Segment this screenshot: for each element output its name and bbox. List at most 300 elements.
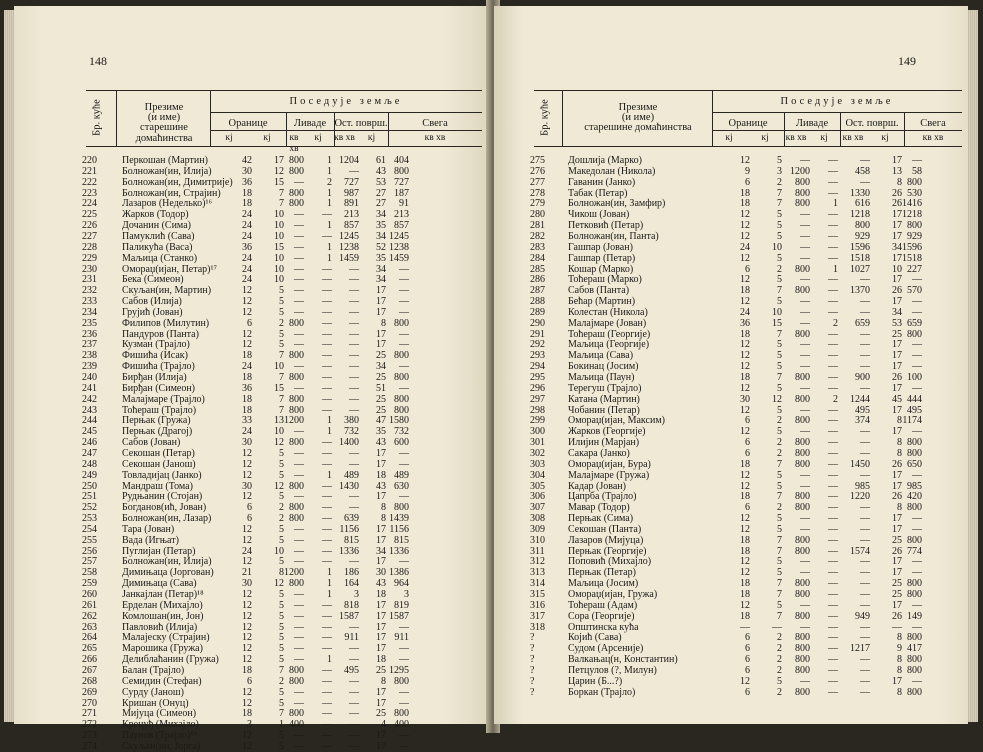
arable-kvhv-cell: 800 (289, 350, 304, 362)
total-kvhv-cell: 1386 (389, 567, 409, 579)
arable-kvhv-cell: — (294, 545, 304, 557)
meadow-kj-cell: 1 (327, 241, 332, 253)
arable-kj2-cell: 5 (279, 296, 284, 308)
householder-name: Перњак (Драгој) (122, 426, 193, 438)
unit-label: кв хв (289, 133, 299, 154)
table-row (494, 589, 972, 600)
house-number: 287 (530, 285, 545, 297)
householder-name: Кошар (Марко) (568, 263, 634, 275)
arable-kj2-cell: 2 (777, 654, 782, 666)
house-number: 294 (530, 361, 545, 373)
meadow-kvhv-cell: — (860, 502, 870, 514)
total-kvhv-cell: 800 (394, 350, 409, 362)
arable-kvhv-cell: 800 (289, 187, 304, 199)
total-kj-cell: 17 (376, 458, 386, 470)
householder-name: Богданов(ић, Јован) (122, 502, 207, 514)
meadow-kvhv-cell: — (860, 426, 870, 438)
arable-kj-cell: 12 (242, 328, 252, 340)
arable-kj2-cell: 7 (777, 285, 782, 297)
meadow-kvhv-cell: 1238 (339, 241, 359, 253)
householder-name: Перњак (Петар) (568, 567, 636, 579)
meadow-kj-cell: 1 (327, 654, 332, 666)
arable-kj2-cell: 12 (274, 437, 284, 449)
arable-kj-cell: 6 (247, 513, 252, 525)
householder-name: Валкањац(н, Константин) (568, 654, 678, 666)
total-kj-cell: 17 (376, 491, 386, 503)
meadow-kvhv-cell: 1156 (339, 523, 359, 535)
table-row (14, 622, 492, 633)
meadow-kvhv-cell: — (349, 458, 359, 470)
meadow-kvhv-cell: — (349, 643, 359, 655)
table-row (14, 730, 492, 741)
total-kvhv-cell: — (399, 621, 409, 633)
meadow-kvhv-cell: — (349, 361, 359, 373)
meadow-kj-cell: 1 (327, 578, 332, 590)
total-kj-cell: 17 (892, 523, 902, 535)
arable-kj2-cell: 2 (279, 317, 284, 329)
householder-name: Балан (Трајло) (122, 664, 185, 676)
meadow-kvhv-cell: — (349, 491, 359, 503)
left-page (14, 6, 492, 752)
householder-name: Бирђан (Илија) (122, 372, 187, 383)
total-kj-cell: 53 (892, 317, 902, 329)
arable-kj2-cell: 13 (274, 415, 284, 427)
meadow-kvhv-cell: 900 (855, 372, 870, 383)
table-row (494, 188, 972, 199)
arable-kj2-cell: 3 (777, 165, 782, 177)
total-kvhv-cell: — (399, 361, 409, 373)
name-header-line: (и име) (621, 112, 655, 123)
arable-kj2-cell: 5 (279, 654, 284, 666)
householder-name: Кадар (Јован) (568, 480, 626, 492)
arable-kj2-cell: 5 (279, 328, 284, 340)
table-row (14, 632, 492, 643)
total-kj-cell: 25 (376, 372, 386, 383)
meadow-kvhv-cell: 1518 (850, 252, 870, 264)
arable-kvhv-cell: — (800, 252, 810, 264)
total-kvhv-cell: 1596 (902, 241, 922, 253)
householder-name: Којић (Сава) (568, 632, 622, 644)
arable-kj-cell: 12 (740, 599, 750, 611)
total-kj-cell: 17 (892, 567, 902, 579)
arable-kj2-cell: 7 (777, 578, 782, 590)
arable-kj-cell: 18 (740, 285, 750, 297)
house-number: 284 (530, 252, 545, 264)
total-kj-cell: 4 (381, 719, 386, 731)
meadow-kj-cell: — (828, 632, 838, 644)
house-number: 250 (82, 480, 97, 492)
householder-name: Фишића (Трајло) (122, 361, 195, 373)
meadow-kj-cell: — (322, 719, 332, 731)
householder-name: Општинска кућа (568, 621, 639, 633)
table-row (14, 264, 492, 275)
arable-kvhv-cell: — (294, 469, 304, 481)
meadow-kvhv-cell: 1218 (850, 209, 870, 221)
arable-kj-cell: 12 (740, 567, 750, 579)
arable-kj2-cell: 2 (279, 675, 284, 687)
householder-name: Тоћераш (Адам) (568, 599, 638, 611)
table-row (14, 329, 492, 340)
arable-kj-cell: 12 (242, 740, 252, 752)
meadow-kj-cell: — (828, 176, 838, 188)
meadow-kvhv-cell: 1336 (339, 545, 359, 557)
meadow-kj-cell: — (322, 730, 332, 742)
unit-label: кј (725, 133, 733, 143)
house-number: 275 (530, 155, 545, 166)
unit-label: кв хв (842, 133, 864, 143)
table-row (494, 242, 972, 253)
arable-kj2-cell: 5 (279, 469, 284, 481)
total-kvhv-cell: 570 (907, 285, 922, 297)
house-number: 252 (82, 502, 97, 514)
arable-kj2-cell: 5 (777, 513, 782, 525)
arable-kj-cell: 6 (247, 317, 252, 329)
arable-kj2-cell: 7 (777, 610, 782, 622)
table-row (14, 188, 492, 199)
householder-name: Памуклић (Сава) (122, 230, 195, 242)
house-number: 272 (82, 719, 97, 731)
meadow-kj-cell: — (322, 263, 332, 275)
total-kj-cell: 43 (376, 480, 386, 492)
householder-name: Ерделан (Михајло) (122, 599, 203, 611)
meadows-header: Ливаде (293, 118, 327, 129)
total-kvhv-cell: 420 (907, 491, 922, 503)
arable-kj-cell: 12 (242, 458, 252, 470)
meadow-kvhv-cell: 374 (855, 415, 870, 427)
house-number: 299 (530, 415, 545, 427)
table-row (14, 600, 492, 611)
arable-kvhv-cell: 800 (795, 545, 810, 557)
table-row (14, 589, 492, 600)
house-number: 228 (82, 241, 97, 253)
meadow-kvhv-cell: 891 (344, 198, 359, 210)
householder-name: Фишића (Исак) (122, 350, 188, 362)
land-ownership-title: Поседује земље (289, 96, 403, 107)
arable-kvhv-cell: — (800, 361, 810, 373)
arable-kj-cell: 12 (740, 220, 750, 232)
total-kj-cell: 18 (376, 589, 386, 600)
total-kj-cell: 18 (376, 654, 386, 666)
meadow-kj-cell: — (828, 567, 838, 579)
house-number: ? (530, 686, 535, 698)
total-kvhv-cell: 800 (907, 664, 922, 676)
house-number: 234 (82, 306, 97, 318)
householder-name: Паунов (Трајло)¹⁹ (122, 730, 197, 742)
arable-kvhv-cell: — (800, 513, 810, 525)
arable-kj-cell: 18 (740, 198, 750, 210)
total-kj-cell: 25 (892, 534, 902, 546)
arable-kj2-cell: 2 (777, 632, 782, 644)
house-number: 233 (82, 296, 97, 308)
table-row (494, 654, 972, 665)
arable-kj2-cell: 17 (274, 155, 284, 166)
meadow-kvhv-cell: — (349, 339, 359, 351)
arable-kj2-cell: 10 (274, 361, 284, 373)
house-number: 258 (82, 567, 97, 579)
meadow-kj-cell: — (828, 513, 838, 525)
arable-kj2-cell: 2 (777, 502, 782, 514)
meadow-kvhv-cell: — (860, 567, 870, 579)
meadow-kj-cell: — (828, 274, 838, 286)
total-kj-cell: 17 (376, 296, 386, 308)
house-number: 276 (530, 165, 545, 177)
meadow-kvhv-cell: 1450 (850, 458, 870, 470)
meadow-kvhv-cell: 732 (344, 426, 359, 438)
house-number: ? (530, 675, 535, 687)
meadow-kj-cell: 2 (327, 176, 332, 188)
total-kvhv-cell: 1416 (902, 198, 922, 210)
table-row (14, 719, 492, 730)
table-row (494, 329, 972, 340)
table-row (14, 611, 492, 622)
arable-kvhv-cell: 800 (289, 198, 304, 210)
total-kj-cell: 53 (376, 176, 386, 188)
house-number: 248 (82, 458, 97, 470)
meadow-kj-cell: — (828, 447, 838, 459)
arable-kvhv-cell: — (800, 296, 810, 308)
arable-kj-cell: 6 (745, 176, 750, 188)
total-kvhv-cell: 800 (907, 589, 922, 600)
total-kvhv-cell: 187 (394, 187, 409, 199)
house-number: 259 (82, 578, 97, 590)
arable-kvhv-cell: 800 (795, 491, 810, 503)
total-kj-cell: 17 (892, 513, 902, 525)
house-number: 239 (82, 361, 97, 373)
arable-kj2-cell: 12 (274, 578, 284, 590)
total-kj-cell: 17 (376, 447, 386, 459)
meadow-kvhv-cell: — (349, 165, 359, 177)
total-kj-cell: 17 (376, 730, 386, 742)
meadow-kj-cell: 2 (833, 317, 838, 329)
total-kvhv-cell: — (912, 296, 922, 308)
total-kj-cell: 17 (892, 361, 902, 373)
house-number: 257 (82, 556, 97, 568)
arable-kvhv-cell: — (294, 621, 304, 633)
arable-kj2-cell: 8 (279, 567, 284, 579)
meadow-kj-cell: — (828, 502, 838, 514)
arable-kj-cell: 24 (242, 230, 252, 242)
householder-name: Маљица (Сава) (568, 350, 634, 362)
meadow-kj-cell: — (322, 209, 332, 221)
table-row (494, 643, 972, 654)
arable-kj2-cell: 15 (274, 176, 284, 188)
arable-kj2-cell: 5 (777, 339, 782, 351)
total-kj-cell: 34 (376, 230, 386, 242)
total-kvhv-cell: 985 (907, 480, 922, 492)
householder-name: Филипов (Милутин) (122, 317, 210, 329)
table-row (14, 654, 492, 665)
householder-name: Омораџ(ијан, Бура) (568, 458, 651, 470)
table-row (494, 600, 972, 611)
total-kvhv-cell: — (399, 491, 409, 503)
householder-name: Сабов (Јован) (122, 437, 181, 449)
meadow-kj-cell: — (828, 328, 838, 340)
total-kj-cell: 17 (376, 643, 386, 655)
meadow-kj-cell: 2 (833, 393, 838, 405)
meadow-kvhv-cell: — (349, 708, 359, 720)
meadow-kvhv-cell: — (349, 306, 359, 318)
householder-name: Бирђан (Симеон) (122, 382, 196, 394)
header-top-rule (534, 90, 962, 91)
meadow-kvhv-cell: — (349, 263, 359, 275)
total-kvhv-cell: 800 (907, 176, 922, 188)
householder-name: Скуљан(ин, Мартин) (122, 285, 212, 297)
house-number: 246 (82, 437, 97, 449)
table-row (494, 296, 972, 307)
total-kvhv-cell: 800 (907, 437, 922, 449)
arable-kvhv-cell: — (800, 230, 810, 242)
householder-name: Болножан(ин, Димитрије) (122, 176, 233, 188)
householder-name: Катана (Мартин) (568, 393, 640, 405)
arable-kvhv-cell: — (800, 306, 810, 318)
house-number: 304 (530, 469, 545, 481)
total-kvhv-cell: — (912, 361, 922, 373)
householder-name: Болножан(ин, Замфир) (568, 198, 666, 210)
meadow-kj-cell: — (322, 664, 332, 676)
arable-kvhv-cell: 800 (795, 643, 810, 655)
arable-kvhv-cell: 800 (795, 285, 810, 297)
arable-kj-cell: 12 (242, 296, 252, 308)
arable-kj-cell: 12 (740, 252, 750, 264)
arable-kvhv-cell: — (294, 730, 304, 742)
meadow-kvhv-cell: — (860, 328, 870, 340)
total-kvhv-cell: 227 (907, 263, 922, 275)
house-number: 249 (82, 469, 97, 481)
total-kvhv-cell: — (399, 285, 409, 297)
meadow-kvhv-cell: — (860, 654, 870, 666)
arable-kvhv-cell: 800 (289, 480, 304, 492)
meadow-kj-cell: — (828, 296, 838, 308)
total-kj-cell: 8 (897, 502, 902, 514)
total-kj-cell: 26 (892, 491, 902, 503)
house-number: 280 (530, 209, 545, 221)
total-kvhv-cell: — (399, 686, 409, 698)
total-kvhv-cell: — (912, 339, 922, 351)
meadow-kj-cell: — (828, 534, 838, 546)
arable-kj-cell: 9 (745, 165, 750, 177)
arable-kj2-cell: 7 (279, 187, 284, 199)
other-header: Ост. површ. (845, 118, 899, 129)
meadow-kvhv-cell: — (349, 328, 359, 340)
unit-label: кв хв (922, 133, 944, 143)
arable-kj-cell: 12 (740, 523, 750, 535)
arable-kj2-cell: 5 (279, 610, 284, 622)
total-kj-cell: 17 (376, 621, 386, 633)
name-header-line: Презиме (144, 102, 184, 113)
arable-kj-cell: 6 (745, 654, 750, 666)
house-number: 271 (82, 708, 97, 720)
meadow-kvhv-cell: 818 (344, 599, 359, 611)
house-number: 262 (82, 610, 97, 622)
total-kj-cell: 8 (897, 654, 902, 666)
arable-kvhv-cell: 800 (289, 165, 304, 177)
land-ownership-title: Поседује земље (780, 96, 894, 107)
arable-kvhv-cell: — (294, 599, 304, 611)
total-kj-cell: 45 (892, 393, 902, 405)
arable-kj-cell: 12 (740, 339, 750, 351)
meadow-kj-cell: — (828, 241, 838, 253)
table-row (14, 481, 492, 492)
house-number: 286 (530, 274, 545, 286)
arable-kj-cell: 18 (740, 610, 750, 622)
householder-name: Поповић (Михајло) (568, 556, 652, 568)
house-number: 269 (82, 686, 97, 698)
arable-kvhv-cell: — (294, 339, 304, 351)
total-kj-cell: 25 (892, 578, 902, 590)
arable-kj-cell: 12 (242, 523, 252, 535)
total-kvhv-cell: — (912, 350, 922, 362)
meadow-kj-cell: — (322, 296, 332, 308)
arable-kj2-cell: 2 (777, 686, 782, 698)
householder-name: Марошика (Гружа) (122, 643, 203, 655)
total-kj-cell: 17 (892, 480, 902, 492)
table-row (494, 535, 972, 546)
total-kvhv-cell: — (912, 621, 922, 633)
meadow-kvhv-cell: — (349, 730, 359, 742)
meadow-kvhv-cell: — (349, 502, 359, 514)
total-kj-cell: 26 (892, 610, 902, 622)
householder-name: Сора (Георгије) (568, 610, 635, 622)
householder-name: Секошан (Петар) (122, 447, 195, 459)
householder-name: Перњак (Гружа) (122, 415, 191, 427)
meadow-kj-cell: — (322, 382, 332, 394)
householder-name: Бека (Симеон) (122, 274, 184, 286)
meadow-kj-cell: 1 (327, 198, 332, 210)
total-kvhv-cell: 495 (907, 404, 922, 416)
arable-kj2-cell: 10 (274, 230, 284, 242)
householder-name: Павловић (Илија) (122, 621, 198, 633)
meadow-kj-cell: — (828, 480, 838, 492)
arable-kvhv-cell: — (800, 480, 810, 492)
table-row (14, 556, 492, 567)
arable-kvhv-cell: 800 (795, 664, 810, 676)
arable-kj2-cell: 5 (777, 426, 782, 438)
meadow-kj-cell: — (828, 621, 838, 633)
arable-kj2-cell: 5 (777, 556, 782, 568)
householder-name: Омораџ(ијан, Петар)¹⁷ (122, 263, 217, 275)
meadow-kvhv-cell: — (860, 296, 870, 308)
meadow-kvhv-cell: 659 (855, 317, 870, 329)
total-kj-cell: 17 (892, 209, 902, 221)
householder-name: Сабов (Илија) (122, 296, 182, 308)
householder-name: Болножан(ин, Илија) (122, 165, 212, 177)
meadow-kj-cell: — (828, 187, 838, 199)
householder-name: Илијин (Марјан) (568, 437, 640, 449)
arable-kj2-cell: 15 (274, 382, 284, 394)
house-number: 298 (530, 404, 545, 416)
total-kj-cell: 17 (892, 426, 902, 438)
house-number: 247 (82, 447, 97, 459)
total-kj-cell: 51 (376, 382, 386, 394)
total-kj-cell: 25 (376, 393, 386, 405)
meadow-kvhv-cell: 1459 (339, 252, 359, 264)
house-number: 244 (82, 415, 97, 427)
arable-kvhv-cell: — (294, 176, 304, 188)
householder-name: Маљица (Георгије) (568, 339, 650, 351)
arable-kj2-cell: 2 (777, 176, 782, 188)
arable-kj-cell: 18 (242, 664, 252, 676)
header-unit-rule (712, 130, 962, 131)
arable-kvhv-cell: — (800, 209, 810, 221)
meadow-kvhv-cell: — (860, 447, 870, 459)
arable-kj-cell: 6 (745, 263, 750, 275)
householder-name: Перњак (Георгије) (568, 545, 647, 557)
arable-kvhv-cell: — (294, 274, 304, 286)
householder-name: Секошан (Панта) (568, 523, 642, 535)
total-kvhv-cell: 911 (394, 632, 409, 644)
total-kj-cell: 30 (376, 567, 386, 579)
arable-kj2-cell: 7 (279, 664, 284, 676)
